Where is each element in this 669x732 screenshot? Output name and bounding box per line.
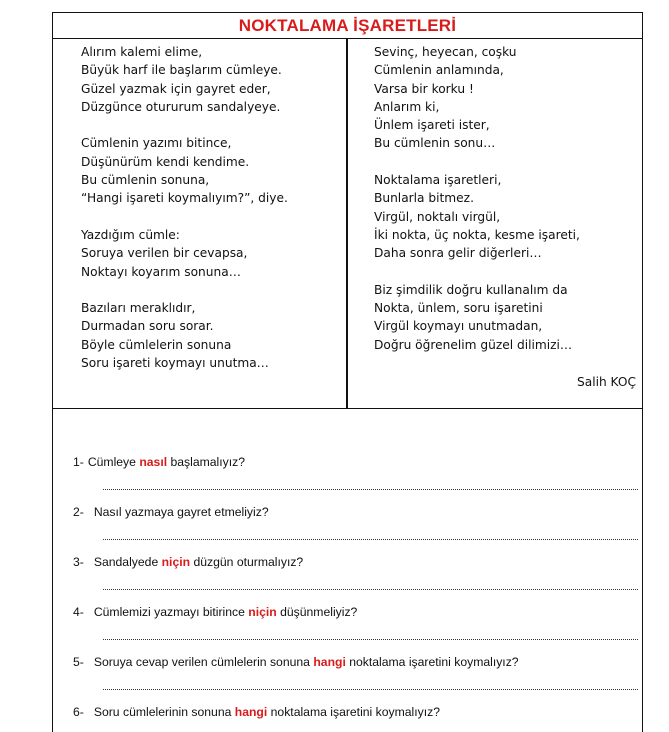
title-bar bbox=[53, 13, 642, 39]
poem-line: Soru işareti koymayı unutma… bbox=[81, 356, 269, 371]
column-divider bbox=[346, 39, 348, 408]
poem-line: Noktalama işaretleri, bbox=[374, 173, 502, 188]
poem-line: Anlarım ki, bbox=[374, 99, 440, 114]
poem-line: Büyük harf ile başlarım cümleye. bbox=[81, 63, 282, 78]
question-number: 5- bbox=[73, 655, 84, 669]
poem-line: Soruya verilen bir cevapsa, bbox=[81, 246, 248, 261]
question-text: Soruya cevap verilen cümlelerin sonuna bbox=[93, 655, 314, 669]
stanza-gap bbox=[81, 116, 288, 134]
poem-line: Bu cümlenin sonu… bbox=[374, 136, 496, 151]
question-text: Cümleye bbox=[87, 455, 140, 469]
question-keyword: niçin bbox=[248, 605, 277, 619]
question-number: 3- bbox=[73, 555, 84, 569]
answer-line[interactable] bbox=[103, 539, 638, 540]
poem-line: Virgül koymayı unutmadan, bbox=[374, 319, 543, 334]
poem-line: İki nokta, üç nokta, kesme işareti, bbox=[374, 227, 580, 242]
answer-line[interactable] bbox=[103, 689, 638, 690]
poem-author: Salih KOÇ bbox=[576, 375, 636, 389]
question-text: Cümlemizi yazmayı bitirince bbox=[93, 605, 249, 619]
poem-line: Düzgünce otururum sandalyeye. bbox=[81, 99, 281, 114]
question-text-end: başlamalıyız? bbox=[167, 455, 246, 469]
poem-line: Durmadan soru sorar. bbox=[81, 319, 214, 334]
question-number: 2- bbox=[73, 505, 84, 519]
stanza-gap bbox=[374, 153, 580, 171]
question-number: 1- bbox=[73, 455, 84, 469]
question-1 bbox=[73, 455, 245, 469]
poem-line: Nokta, ünlem, soru işaretini bbox=[374, 301, 543, 316]
poem-line: Cümlenin anlamında, bbox=[374, 63, 504, 78]
question-number: 4- bbox=[73, 605, 84, 619]
poem-left-column bbox=[81, 43, 288, 372]
question-text-end: düşünmeliyiz? bbox=[276, 605, 358, 619]
poem-line: Noktayı koyarım sonuna… bbox=[81, 264, 241, 279]
poem-line: Bu cümlenin sonuna, bbox=[81, 173, 210, 188]
poem-line: Biz şimdilik doğru kullanalım da bbox=[374, 282, 568, 297]
poem-line: Cümlenin yazımı bitince, bbox=[81, 136, 232, 151]
question-text-end: noktalama işaretini koymalıyız? bbox=[267, 705, 440, 719]
poem-line: Virgül, noktalı virgül, bbox=[374, 209, 501, 224]
poem-line: “Hangi işareti koymalıyım?”, diye. bbox=[81, 191, 288, 206]
question-6 bbox=[73, 705, 440, 719]
question-3 bbox=[73, 555, 303, 569]
question-text: Nasıl yazmaya gayret etmeliyiz? bbox=[93, 505, 269, 519]
question-4 bbox=[73, 605, 357, 619]
question-text: Sandalyede bbox=[93, 555, 162, 569]
answer-line[interactable] bbox=[103, 639, 638, 640]
answer-line[interactable] bbox=[103, 589, 638, 590]
stanza-gap bbox=[81, 208, 288, 226]
poem-line: Doğru öğrenelim güzel dilimizi… bbox=[374, 337, 573, 352]
question-text-end: düzgün oturmalıyız? bbox=[190, 555, 304, 569]
question-text: Soru cümlelerinin sonuna bbox=[93, 705, 235, 719]
poem-line: Yazdığım cümle: bbox=[81, 227, 180, 242]
poem-line: Bunlarla bitmez. bbox=[374, 191, 474, 206]
question-keyword: hangi bbox=[313, 655, 346, 669]
stanza-gap bbox=[374, 263, 580, 281]
question-2 bbox=[73, 505, 269, 519]
poem-line: Daha sonra gelir diğerleri… bbox=[374, 246, 542, 261]
poem-area bbox=[53, 39, 642, 409]
question-keyword: niçin bbox=[161, 555, 191, 569]
poem-line: Böyle cümlelerin sonuna bbox=[81, 337, 232, 352]
poem-line: Sevinç, heyecan, coşku bbox=[374, 45, 517, 59]
poem-line: Alırım kalemi elime, bbox=[81, 45, 203, 59]
question-number: 6- bbox=[73, 705, 84, 719]
worksheet-title: NOKTALAMA İŞARETLERİ bbox=[238, 16, 457, 35]
answer-line[interactable] bbox=[103, 489, 638, 490]
question-text-end: noktalama işaretini koymalıyız? bbox=[345, 655, 519, 669]
worksheet bbox=[52, 12, 643, 732]
poem-line: Bazıları meraklıdır, bbox=[81, 301, 196, 316]
poem-line: Güzel yazmak için gayret eder, bbox=[81, 81, 271, 96]
poem-line: Ünlem işareti ister, bbox=[374, 118, 490, 133]
stanza-gap bbox=[81, 281, 288, 299]
poem-line: Düşünürüm kendi kendime. bbox=[81, 154, 250, 169]
question-keyword: nasıl bbox=[139, 455, 168, 469]
question-5 bbox=[73, 655, 519, 669]
poem-right-column bbox=[374, 43, 580, 354]
question-keyword: hangi bbox=[234, 705, 268, 719]
poem-line: Varsa bir korku ! bbox=[374, 81, 474, 96]
